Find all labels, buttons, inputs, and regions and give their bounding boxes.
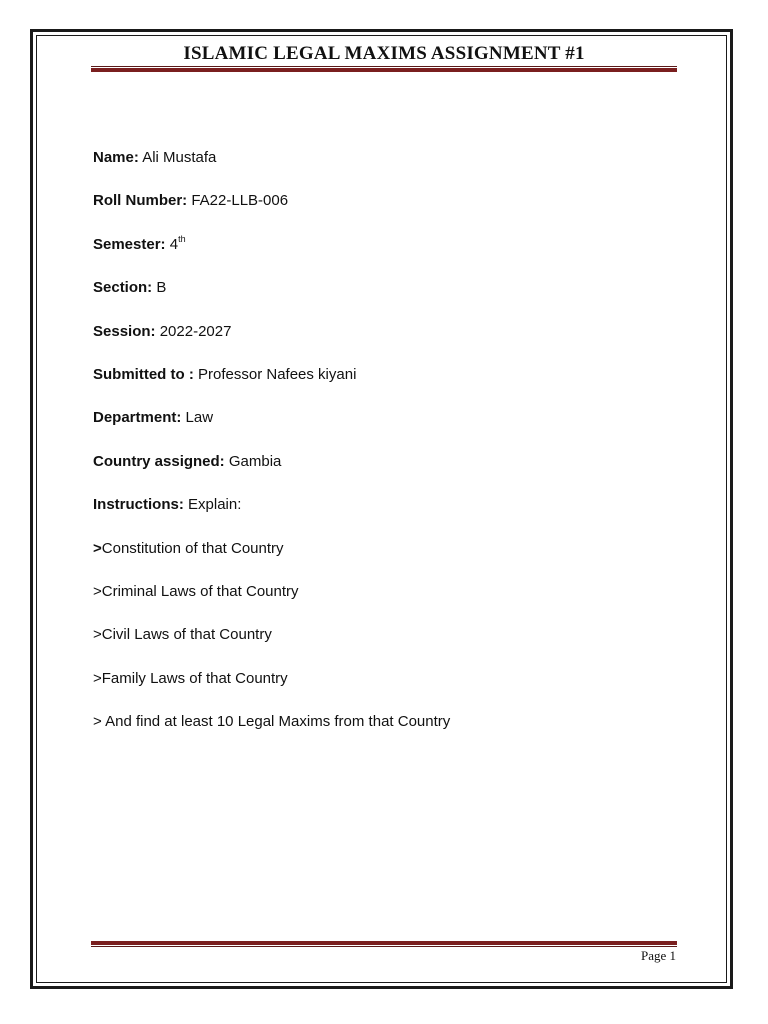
- session-value: 2022-2027: [159, 322, 232, 340]
- instruction-item-family-laws: >Family Laws of that Country: [93, 669, 288, 687]
- instruction-item-constitution: [93, 538, 693, 581]
- name-line: [93, 147, 693, 190]
- instructions-label: Instructions:: [93, 496, 184, 514]
- roll-number-label: Roll Number:: [93, 192, 188, 210]
- roll-number-line: [93, 190, 693, 233]
- country-assigned-label: Country assigned:: [93, 452, 225, 470]
- document-title: ISLAMIC LEGAL MAXIMS ASSIGNMENT #1: [183, 43, 585, 64]
- instruction-item-legal-maxims: > And find at least 10 Legal Maxims from that Country: [93, 713, 451, 731]
- semester-line: [93, 234, 693, 277]
- semester-value: 4: [169, 235, 179, 253]
- header-rule: [91, 66, 677, 72]
- semester-suffix: th: [178, 233, 186, 244]
- assignment-details: [93, 147, 693, 754]
- section-label: Section:: [93, 279, 153, 297]
- session-label: Session:: [93, 322, 156, 340]
- department-line: [93, 407, 693, 450]
- name-value: Ali Mustafa: [142, 149, 217, 166]
- instructions-value: Explain:: [188, 496, 242, 514]
- instruction-marker: >: [93, 539, 102, 557]
- page-number: Page 1: [640, 948, 676, 963]
- footer-rule: [91, 941, 677, 947]
- section-line: [93, 277, 693, 320]
- roll-number-value: FA22-LLB-006: [191, 192, 289, 210]
- department-label: Department:: [93, 409, 182, 427]
- country-assigned-value: Gambia: [228, 452, 282, 470]
- instruction-text: Constitution of that Country: [101, 539, 284, 557]
- session-line: [93, 321, 693, 364]
- department-value: Law: [185, 409, 214, 427]
- country-assigned-line: [93, 451, 693, 494]
- section-value: B: [156, 279, 167, 297]
- instruction-item-criminal-laws: >Criminal Laws of that Country: [93, 582, 299, 600]
- instructions-line: [93, 494, 693, 537]
- instruction-item-civil-laws: >Civil Laws of that Country: [93, 626, 272, 644]
- submitted-to-label: Submitted to :: [93, 365, 194, 383]
- semester-label: Semester:: [93, 235, 166, 253]
- submitted-to-line: [93, 364, 693, 407]
- name-label: Name:: [93, 149, 139, 166]
- submitted-to-value: Professor Nafees kiyani: [198, 365, 357, 383]
